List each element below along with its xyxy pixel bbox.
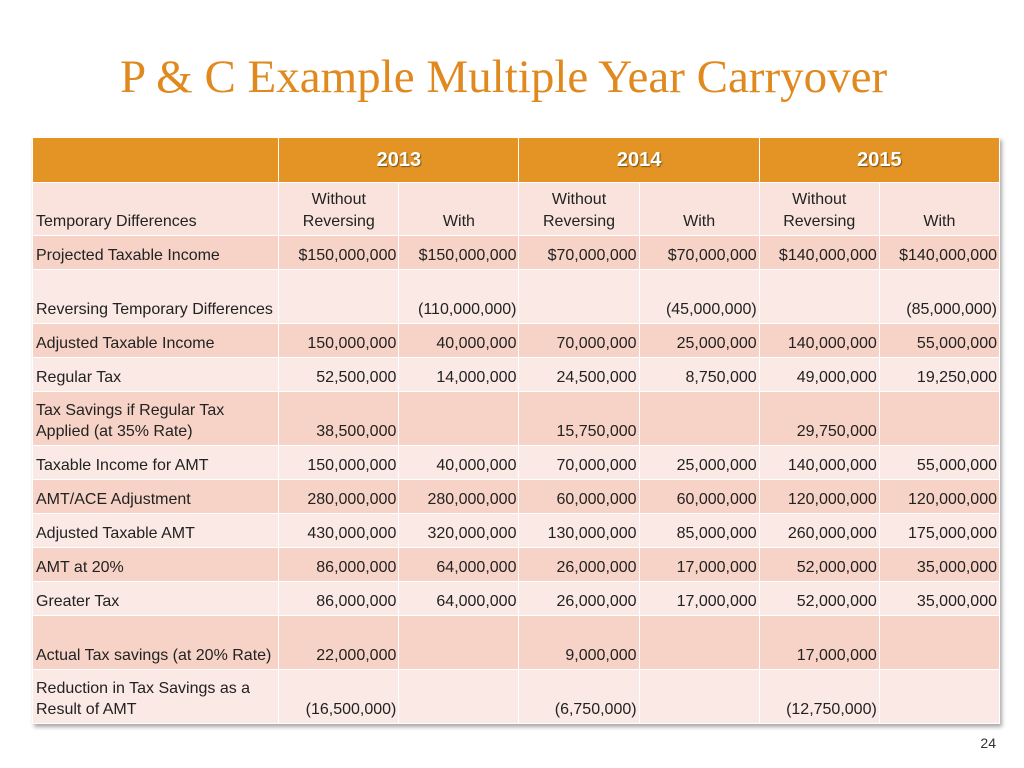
value-cell: 25,000,000 — [639, 446, 759, 480]
year-header-row — [33, 138, 1000, 183]
table-row — [33, 670, 1000, 724]
value-cell: 25,000,000 — [639, 324, 759, 358]
value-cell: 60,000,000 — [639, 480, 759, 514]
value-cell: 35,000,000 — [879, 582, 999, 616]
slide-title: P & C Example Multiple Year Carryover — [120, 51, 888, 103]
value-cell — [639, 616, 759, 670]
value-cell — [639, 392, 759, 446]
value-cell: (12,750,000) — [759, 670, 879, 724]
value-cell: 175,000,000 — [879, 514, 999, 548]
value-cell: 55,000,000 — [879, 324, 999, 358]
value-cell: $70,000,000 — [519, 236, 639, 270]
value-cell: 64,000,000 — [399, 582, 519, 616]
year-header-2014: 2014 — [519, 138, 759, 183]
subheader-2014-with: With — [639, 183, 759, 236]
value-cell: (16,500,000) — [279, 670, 399, 724]
value-cell: 15,750,000 — [519, 392, 639, 446]
value-cell — [879, 670, 999, 724]
value-cell: 55,000,000 — [879, 446, 999, 480]
table-row — [33, 548, 1000, 582]
value-cell: 70,000,000 — [519, 446, 639, 480]
value-cell: 70,000,000 — [519, 324, 639, 358]
value-cell — [399, 616, 519, 670]
value-cell: 52,500,000 — [279, 358, 399, 392]
page-number: 24 — [980, 735, 996, 751]
year-header-2013: 2013 — [279, 138, 519, 183]
value-cell: 320,000,000 — [399, 514, 519, 548]
row-label: Regular Tax — [33, 358, 279, 392]
value-cell: (85,000,000) — [879, 270, 999, 324]
table-row — [33, 270, 1000, 324]
value-cell: 85,000,000 — [639, 514, 759, 548]
value-cell: 280,000,000 — [279, 480, 399, 514]
value-cell — [879, 392, 999, 446]
value-cell: $70,000,000 — [639, 236, 759, 270]
value-cell — [879, 616, 999, 670]
value-cell — [399, 392, 519, 446]
row-label: AMT at 20% — [33, 548, 279, 582]
value-cell: 120,000,000 — [759, 480, 879, 514]
year-header-2015: 2015 — [759, 138, 999, 183]
subheader-2013-without: Without Reversing — [279, 183, 399, 236]
value-cell: 52,000,000 — [759, 582, 879, 616]
value-cell — [519, 270, 639, 324]
row-label: Taxable Income for AMT — [33, 446, 279, 480]
value-cell: 150,000,000 — [279, 446, 399, 480]
table-row — [33, 324, 1000, 358]
value-cell: 49,000,000 — [759, 358, 879, 392]
value-cell: 22,000,000 — [279, 616, 399, 670]
subheader-row — [33, 183, 1000, 236]
header-corner-cell — [33, 138, 279, 183]
value-cell: 26,000,000 — [519, 582, 639, 616]
value-cell: 52,000,000 — [759, 548, 879, 582]
row-label: Actual Tax savings (at 20% Rate) — [33, 616, 279, 670]
value-cell: 8,750,000 — [639, 358, 759, 392]
value-cell: 19,250,000 — [879, 358, 999, 392]
value-cell: 86,000,000 — [279, 582, 399, 616]
row-label: Adjusted Taxable AMT — [33, 514, 279, 548]
value-cell: 17,000,000 — [639, 582, 759, 616]
table-row — [33, 446, 1000, 480]
value-cell: 120,000,000 — [879, 480, 999, 514]
value-cell: 64,000,000 — [399, 548, 519, 582]
row-label: AMT/ACE Adjustment — [33, 480, 279, 514]
subheader-2015-with: With — [879, 183, 999, 236]
value-cell: 29,750,000 — [759, 392, 879, 446]
value-cell: 150,000,000 — [279, 324, 399, 358]
value-cell — [279, 270, 399, 324]
value-cell: 140,000,000 — [759, 446, 879, 480]
value-cell: 38,500,000 — [279, 392, 399, 446]
table-row — [33, 358, 1000, 392]
value-cell: $150,000,000 — [399, 236, 519, 270]
row-label: Greater Tax — [33, 582, 279, 616]
value-cell: (6,750,000) — [519, 670, 639, 724]
table-row — [33, 236, 1000, 270]
value-cell — [399, 670, 519, 724]
value-cell: 430,000,000 — [279, 514, 399, 548]
row-label: Adjusted Taxable Income — [33, 324, 279, 358]
row-label: Reversing Temporary Differences — [33, 270, 279, 324]
row-label: Reduction in Tax Savings as a Result of AMT — [33, 670, 279, 724]
subheader-2014-without: Without Reversing — [519, 183, 639, 236]
temporary-differences-header: Temporary Differences — [33, 183, 279, 236]
table-row — [33, 392, 1000, 446]
table-row — [33, 582, 1000, 616]
value-cell: 35,000,000 — [879, 548, 999, 582]
value-cell: $140,000,000 — [879, 236, 999, 270]
table-row — [33, 616, 1000, 670]
row-label: Tax Savings if Regular Tax Applied (at 35% Rate) — [33, 392, 279, 446]
table-row — [33, 514, 1000, 548]
value-cell — [759, 270, 879, 324]
value-cell: 86,000,000 — [279, 548, 399, 582]
value-cell: 40,000,000 — [399, 324, 519, 358]
value-cell — [639, 670, 759, 724]
value-cell: (110,000,000) — [399, 270, 519, 324]
value-cell: 14,000,000 — [399, 358, 519, 392]
value-cell: 17,000,000 — [639, 548, 759, 582]
carryover-table-container — [32, 137, 1000, 724]
row-label: Projected Taxable Income — [33, 236, 279, 270]
value-cell: (45,000,000) — [639, 270, 759, 324]
subheader-2013-with: With — [399, 183, 519, 236]
value-cell: 40,000,000 — [399, 446, 519, 480]
table-row — [33, 480, 1000, 514]
value-cell: 60,000,000 — [519, 480, 639, 514]
value-cell: 280,000,000 — [399, 480, 519, 514]
value-cell: 17,000,000 — [759, 616, 879, 670]
value-cell: $140,000,000 — [759, 236, 879, 270]
value-cell: $150,000,000 — [279, 236, 399, 270]
value-cell: 26,000,000 — [519, 548, 639, 582]
value-cell: 130,000,000 — [519, 514, 639, 548]
value-cell: 260,000,000 — [759, 514, 879, 548]
value-cell: 140,000,000 — [759, 324, 879, 358]
value-cell: 24,500,000 — [519, 358, 639, 392]
table-body — [33, 236, 1000, 724]
subheader-2015-without: Without Reversing — [759, 183, 879, 236]
carryover-table — [32, 137, 1000, 724]
value-cell: 9,000,000 — [519, 616, 639, 670]
